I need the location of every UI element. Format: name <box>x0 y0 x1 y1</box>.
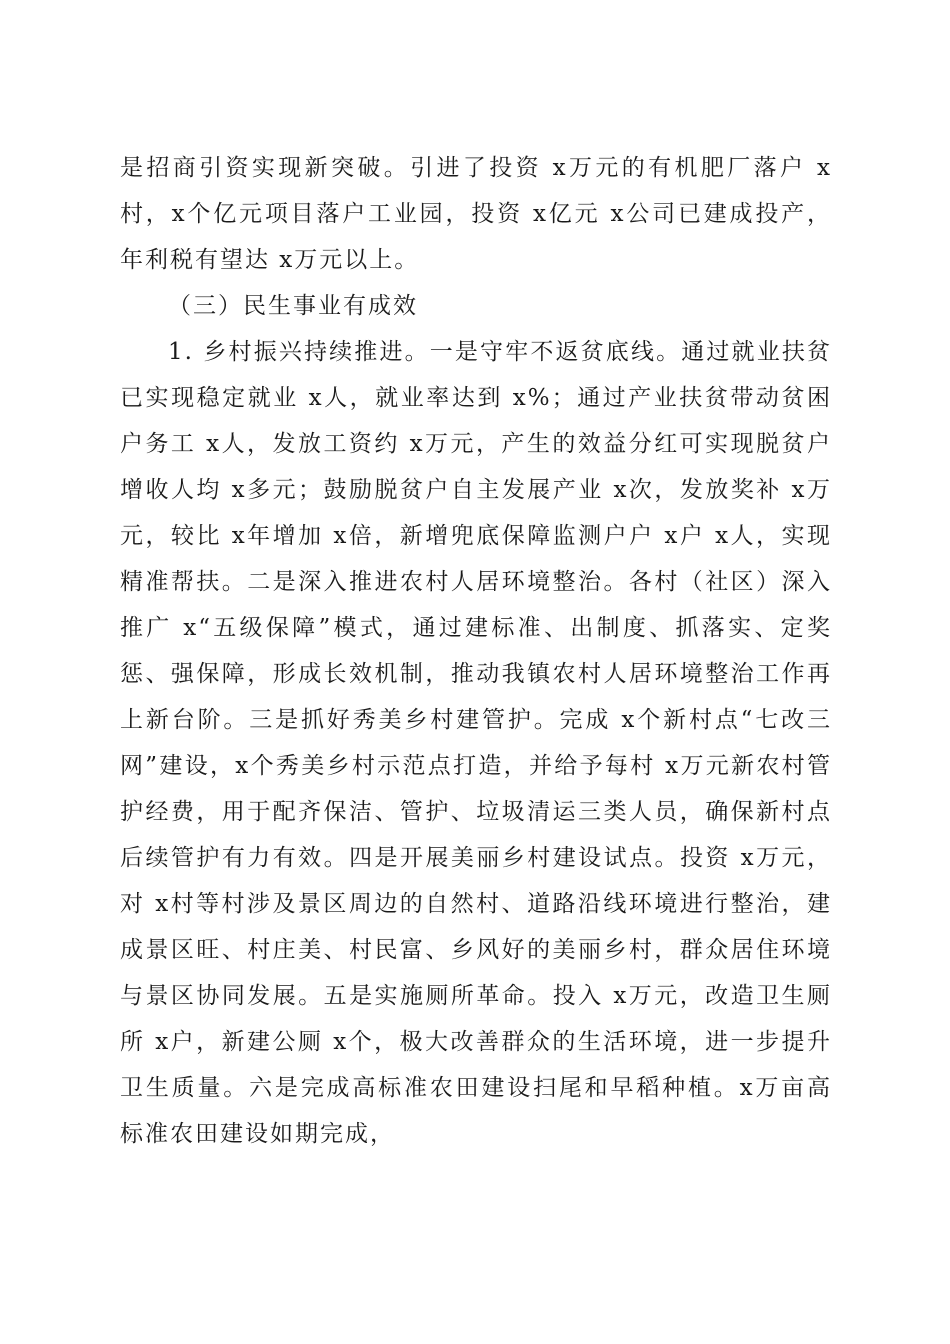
document-body <box>120 145 832 1157</box>
paragraph-rural-revitalization: 1. 乡村振兴持续推进。一是守牢不返贫底线。通过就业扶贫已实现稳定就业 x人，就业率达到 x%；通过产业扶贫带动贫困户务工 x人，发放工资约 x万元，产生的效益分红可实现脱贫户增收人均 x多元；鼓励脱贫户自主发展产业 x次，发放奖补 x万元，较比 x年增加 x倍，新增兜底保障监测户户 x户 x人，实现精准帮扶。二是深入推进农村人居环境整治。各村（社区）深入推广 x“五级保障”模式，通过建标准、出制度、抓落实、定奖惩、强保障，形成长效机制，推动我镇农村人居环境整治工作再上新台阶。三是抓好秀美乡村建管护。完成 x个新村点“七改三网”建设，x个秀美乡村示范点打造，并给予每村 x万元新农村管护经费，用于配齐保洁、管护、垃圾清运三类人员，确保新村点后续管护有力有效。四是开展美丽乡村建设试点。投资 x万元，对 x村等村涉及景区周边的自然村、道路沿线环境进行整治，建成景区旺、村庄美、村民富、乡风好的美丽乡村，群众居住环境与景区协同发展。五是实施厕所革命。投入 x万元，改造卫生厕所 x户，新建公厕 x个，极大改善群众的生活环境，进一步提升卫生质量。六是完成高标准农田建设扫尾和早稻种植。x万亩高标准农田建设如期完成， <box>120 339 832 1147</box>
section-heading-livelihood: （三）民生事业有成效 <box>168 293 418 319</box>
paragraph-investment-continuation: 是招商引资实现新突破。引进了投资 x万元的有机肥厂落户 x村，x个亿元项目落户工业园，投资 x亿元 x公司已建成投产，年利税有望达 x万元以上。 <box>120 155 832 273</box>
